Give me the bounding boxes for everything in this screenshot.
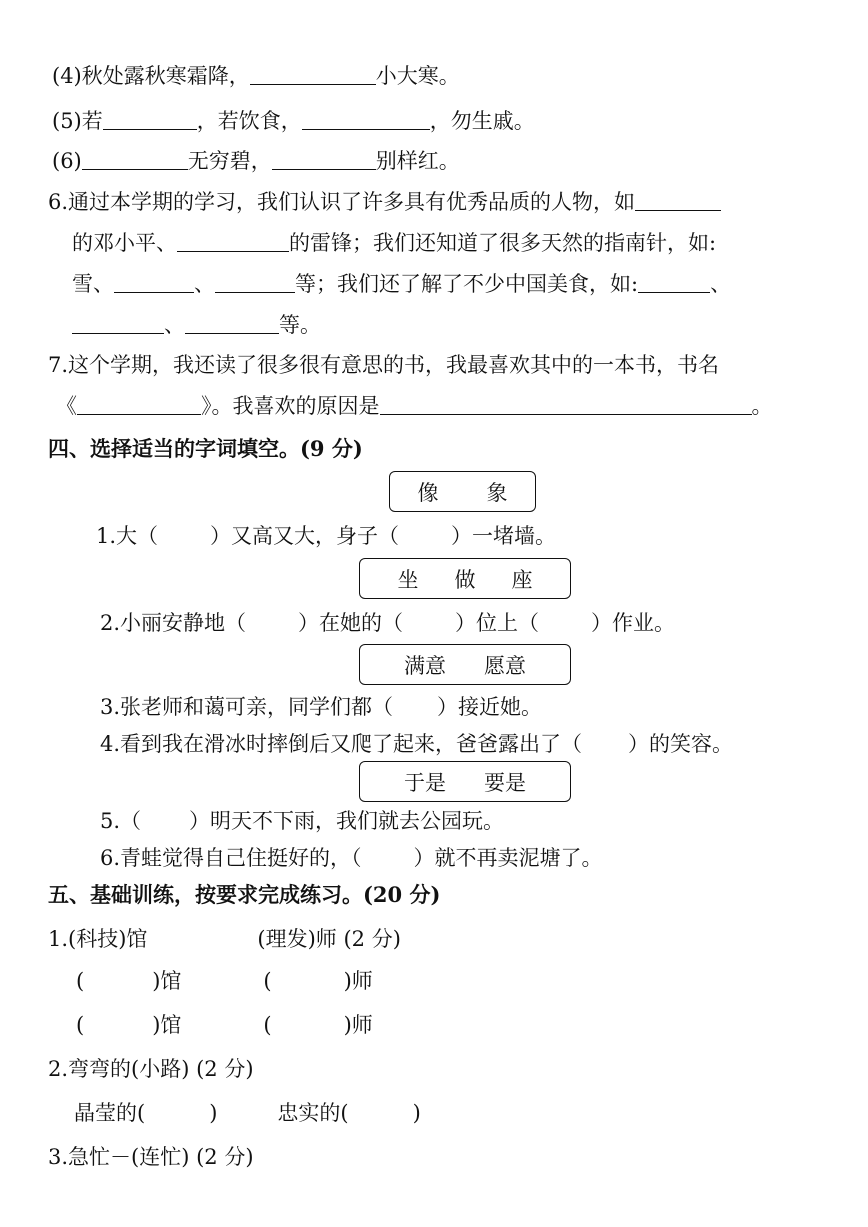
question-6-line-4: 、 等。 xyxy=(72,312,321,338)
q4-6: 6.青蛙觉得自己住挺好的，（ ）就不再卖泥塘了。 xyxy=(100,846,603,870)
word-box-2: 坐 做 座 xyxy=(359,558,571,599)
blank[interactable] xyxy=(185,313,279,334)
blank[interactable] xyxy=(635,190,721,211)
blank[interactable] xyxy=(103,109,197,130)
word-box-1: 像 象 xyxy=(389,471,536,512)
question-7-line-2: 《 》。我喜欢的原因是 。 xyxy=(56,394,773,418)
q5-2: 2.弯弯的(小路) (2 分) xyxy=(48,1057,254,1081)
question-6-line-2: 的邓小平、 的雷锋；我们还知道了很多天然的指南针，如: xyxy=(72,231,717,255)
q4-3: 3.张老师和蔼可亲，同学们都（ ）接近她。 xyxy=(100,695,543,719)
q5-1-row-2: ( )馆 ( )师 xyxy=(76,1013,373,1037)
q5-1-row-1: ( )馆 ( )师 xyxy=(76,969,373,993)
question-6-line-1: 6.通过本学期的学习，我们认识了许多具有优秀品质的人物，如 xyxy=(48,189,721,215)
word-box-4: 于是 要是 xyxy=(359,761,571,802)
line-6: (6) 无穷碧， 别样红。 xyxy=(52,149,460,173)
blank[interactable] xyxy=(72,313,164,334)
blank[interactable] xyxy=(272,149,376,170)
blank[interactable] xyxy=(638,272,710,293)
word-box-3: 满意 愿意 xyxy=(359,644,571,685)
blank[interactable] xyxy=(380,394,752,415)
q5-2-row: 晶莹的( ) 忠实的( ) xyxy=(74,1101,421,1125)
section-5-title: 五、基础训练，按要求完成练习。(20 分) xyxy=(48,882,441,907)
line-4: (4)秋处露秋寒霜降， 小大寒。 xyxy=(52,64,460,88)
q4-5: 5.（ ）明天不下雨，我们就去公园玩。 xyxy=(100,809,505,833)
section-4-title: 四、选择适当的字词填空。(9 分) xyxy=(48,436,363,461)
question-6-line-3: 雪、 、 等；我们还了解了不少中国美食，如: 、 xyxy=(72,272,732,296)
q5-3: 3.急忙－(连忙) (2 分) xyxy=(48,1145,254,1169)
blank[interactable] xyxy=(302,109,430,130)
blank[interactable] xyxy=(250,64,376,85)
q4-4: 4.看到我在滑冰时摔倒后又爬了起来，爸爸露出了（ ）的笑容。 xyxy=(100,732,734,756)
blank[interactable] xyxy=(77,394,201,415)
q4-1: 1.大（ ）又高又大，身子（ ）一堵墙。 xyxy=(96,524,557,548)
q5-1: 1.(科技)馆 (理发)师 (2 分) xyxy=(48,927,401,951)
blank[interactable] xyxy=(114,272,194,293)
blank[interactable] xyxy=(82,149,188,170)
line-5: (5)若 ，若饮食， ，勿生戚。 xyxy=(52,109,535,133)
blank[interactable] xyxy=(177,231,289,252)
q4-2: 2.小丽安静地（ ）在她的（ ）位上（ ）作业。 xyxy=(100,611,676,635)
blank[interactable] xyxy=(215,272,295,293)
question-7-line-1: 7.这个学期，我还读了很多很有意思的书，我最喜欢其中的一本书，书名 xyxy=(48,353,720,377)
